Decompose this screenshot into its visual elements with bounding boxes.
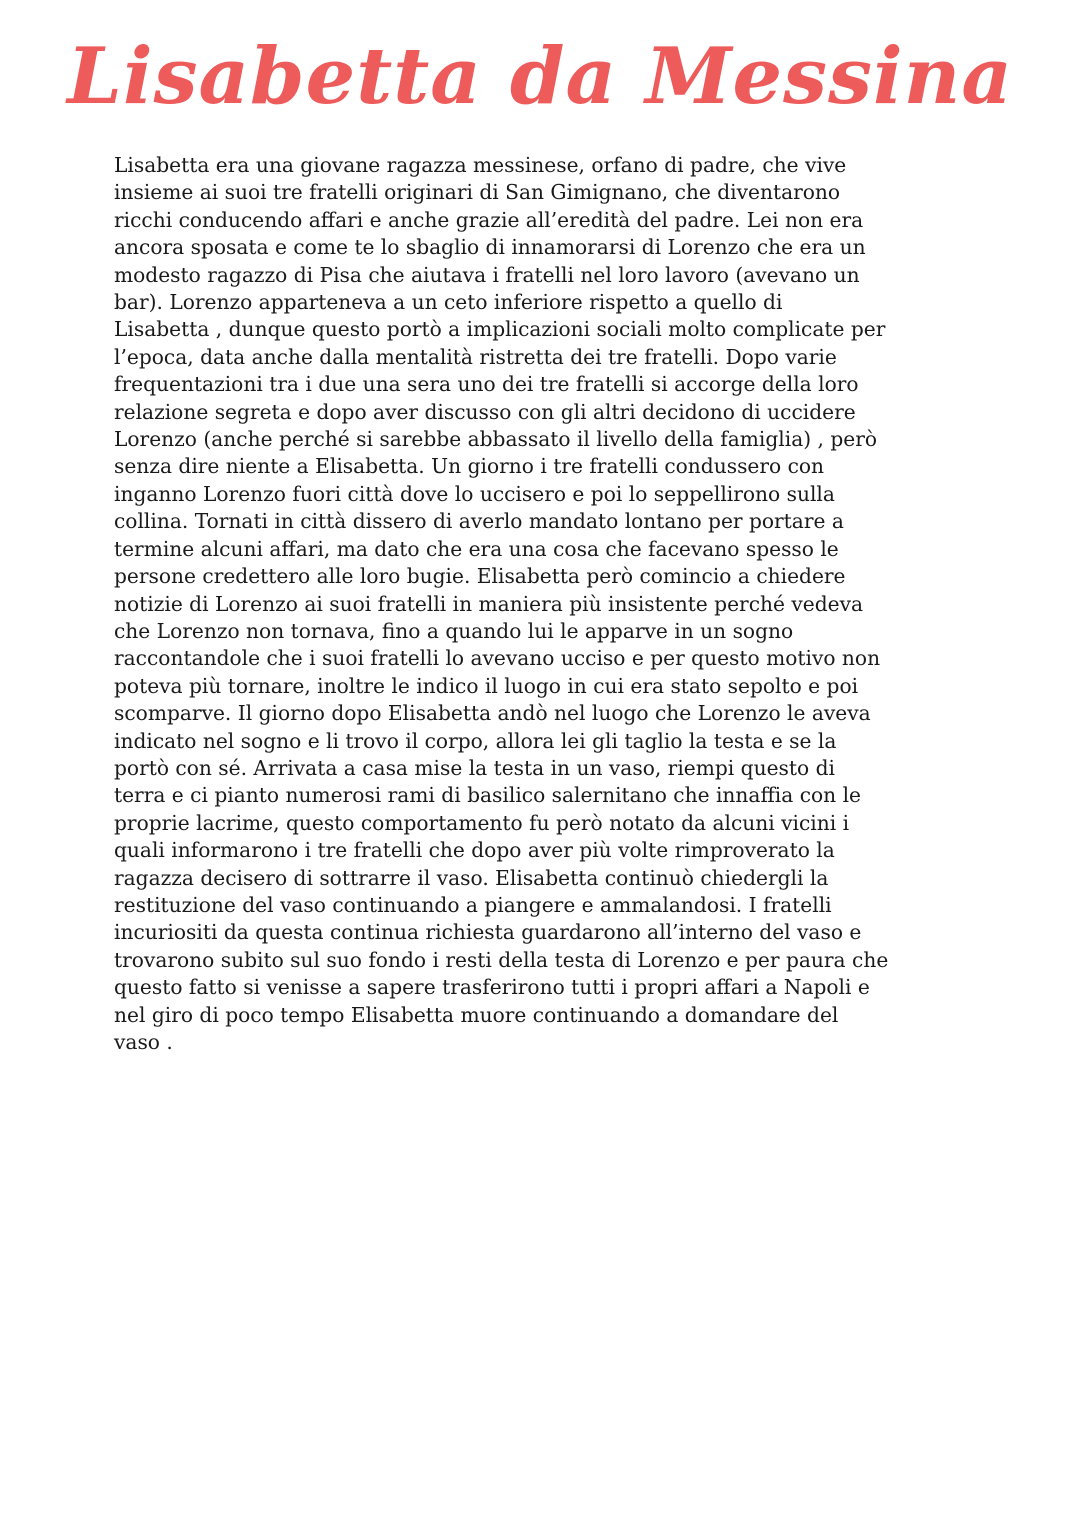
text-line: Lisabetta era una giovane ragazza messinese, orfano di padre, che vive [114,153,847,177]
text-line: trovarono subito sul suo fondo i resti della testa di Lorenzo e per paura che [114,947,889,972]
text-line: proprie lacrime, questo comportamento fu però notato da alcuni vicini i [114,810,850,835]
text-line: Lisabetta , dunque questo portò a implicazioni sociali molto complicate per [114,317,886,342]
text-line: raccontandole che i suoi fratelli lo avevano ucciso e per questo motivo non [114,646,881,671]
text-line: incuriositi da questa continua richiesta guardarono all’interno del vaso e [114,920,862,945]
text-line: collina. Tornati in città dissero di averlo mandato lontano per portare a [114,509,844,534]
text-line: vaso . [114,1030,173,1054]
text-line: bar). Lorenzo apparteneva a un ceto inferiore rispetto a quello di [114,290,783,315]
text-line: senza dire niente a Elisabetta. Un giorno i tre fratelli condussero con [114,454,825,479]
text-line: ancora sposata e come te lo sbaglio di innamorarsi di Lorenzo che era un [114,235,866,260]
text-line: modesto ragazzo di Pisa che aiutava i fratelli nel loro lavoro (avevano un [114,262,860,287]
text-line: Lorenzo (anche perché si sarebbe abbassato il livello della famiglia) , però [114,427,878,452]
text-line: nel giro di poco tempo Elisabetta muore continuando a domandare del [114,1002,839,1027]
text-line: insieme ai suoi tre fratelli originari di San Gimignano, che diventarono [114,180,841,205]
text-line: ragazza decisero di sottrarre il vaso. Elisabetta continuò chiedergli la [114,865,829,890]
text-line: poteva più tornare, inoltre le indico il luogo in cui era stato sepolto e poi [114,673,859,698]
text-line: ricchi conducendo affari e anche grazie all’eredità del padre. Lei non era [114,207,864,232]
text-line: restituzione del vaso continuando a piangere e ammalandosi. I fratelli [114,892,832,917]
text-line: inganno Lorenzo fuori città dove lo uccisero e poi lo seppellirono sulla [114,481,835,506]
text-line: scomparve. Il giorno dopo Elisabetta andò nel luogo che Lorenzo le aveva [114,701,871,726]
text-line: portò con sé. Arrivata a casa mise la testa in un vaso, riempi questo di [114,755,835,780]
text-line: persone credettero alle loro bugie. Elisabetta però comincio a chiedere [114,564,846,589]
text-line: notizie di Lorenzo ai suoi fratelli in maniera più insistente perché vedeva [114,591,864,616]
text-line: quali informarono i tre fratelli che dopo aver più volte rimproverato la [114,838,835,863]
text-line: l’epoca, data anche dalla mentalità ristretta dei tre fratelli. Dopo varie [114,344,837,369]
text-line: termine alcuni affari, ma dato che era una cosa che facevano spesso le [114,536,839,561]
text-line: indicato nel sogno e li trovo il corpo, allora lei gli taglio la testa e se la [114,728,837,753]
text-line: frequentazioni tra i due una sera uno dei tre fratelli si accorge della loro [114,372,859,397]
text-line: questo fatto si venisse a sapere trasferirono tutti i propri affari a Napoli e [114,975,870,1000]
text-line: terra e ci pianto numerosi rami di basilico salernitano che innaffia con le [114,783,861,808]
text-line: relazione segreta e dopo aver discusso con gli altri decidono di uccidere [114,399,856,424]
text-line: che Lorenzo non tornava, fino a quando lui le apparve in un sogno [114,618,794,643]
story-paragraph [114,152,974,1056]
page-title: Lisabetta da Messina [67,31,1013,122]
